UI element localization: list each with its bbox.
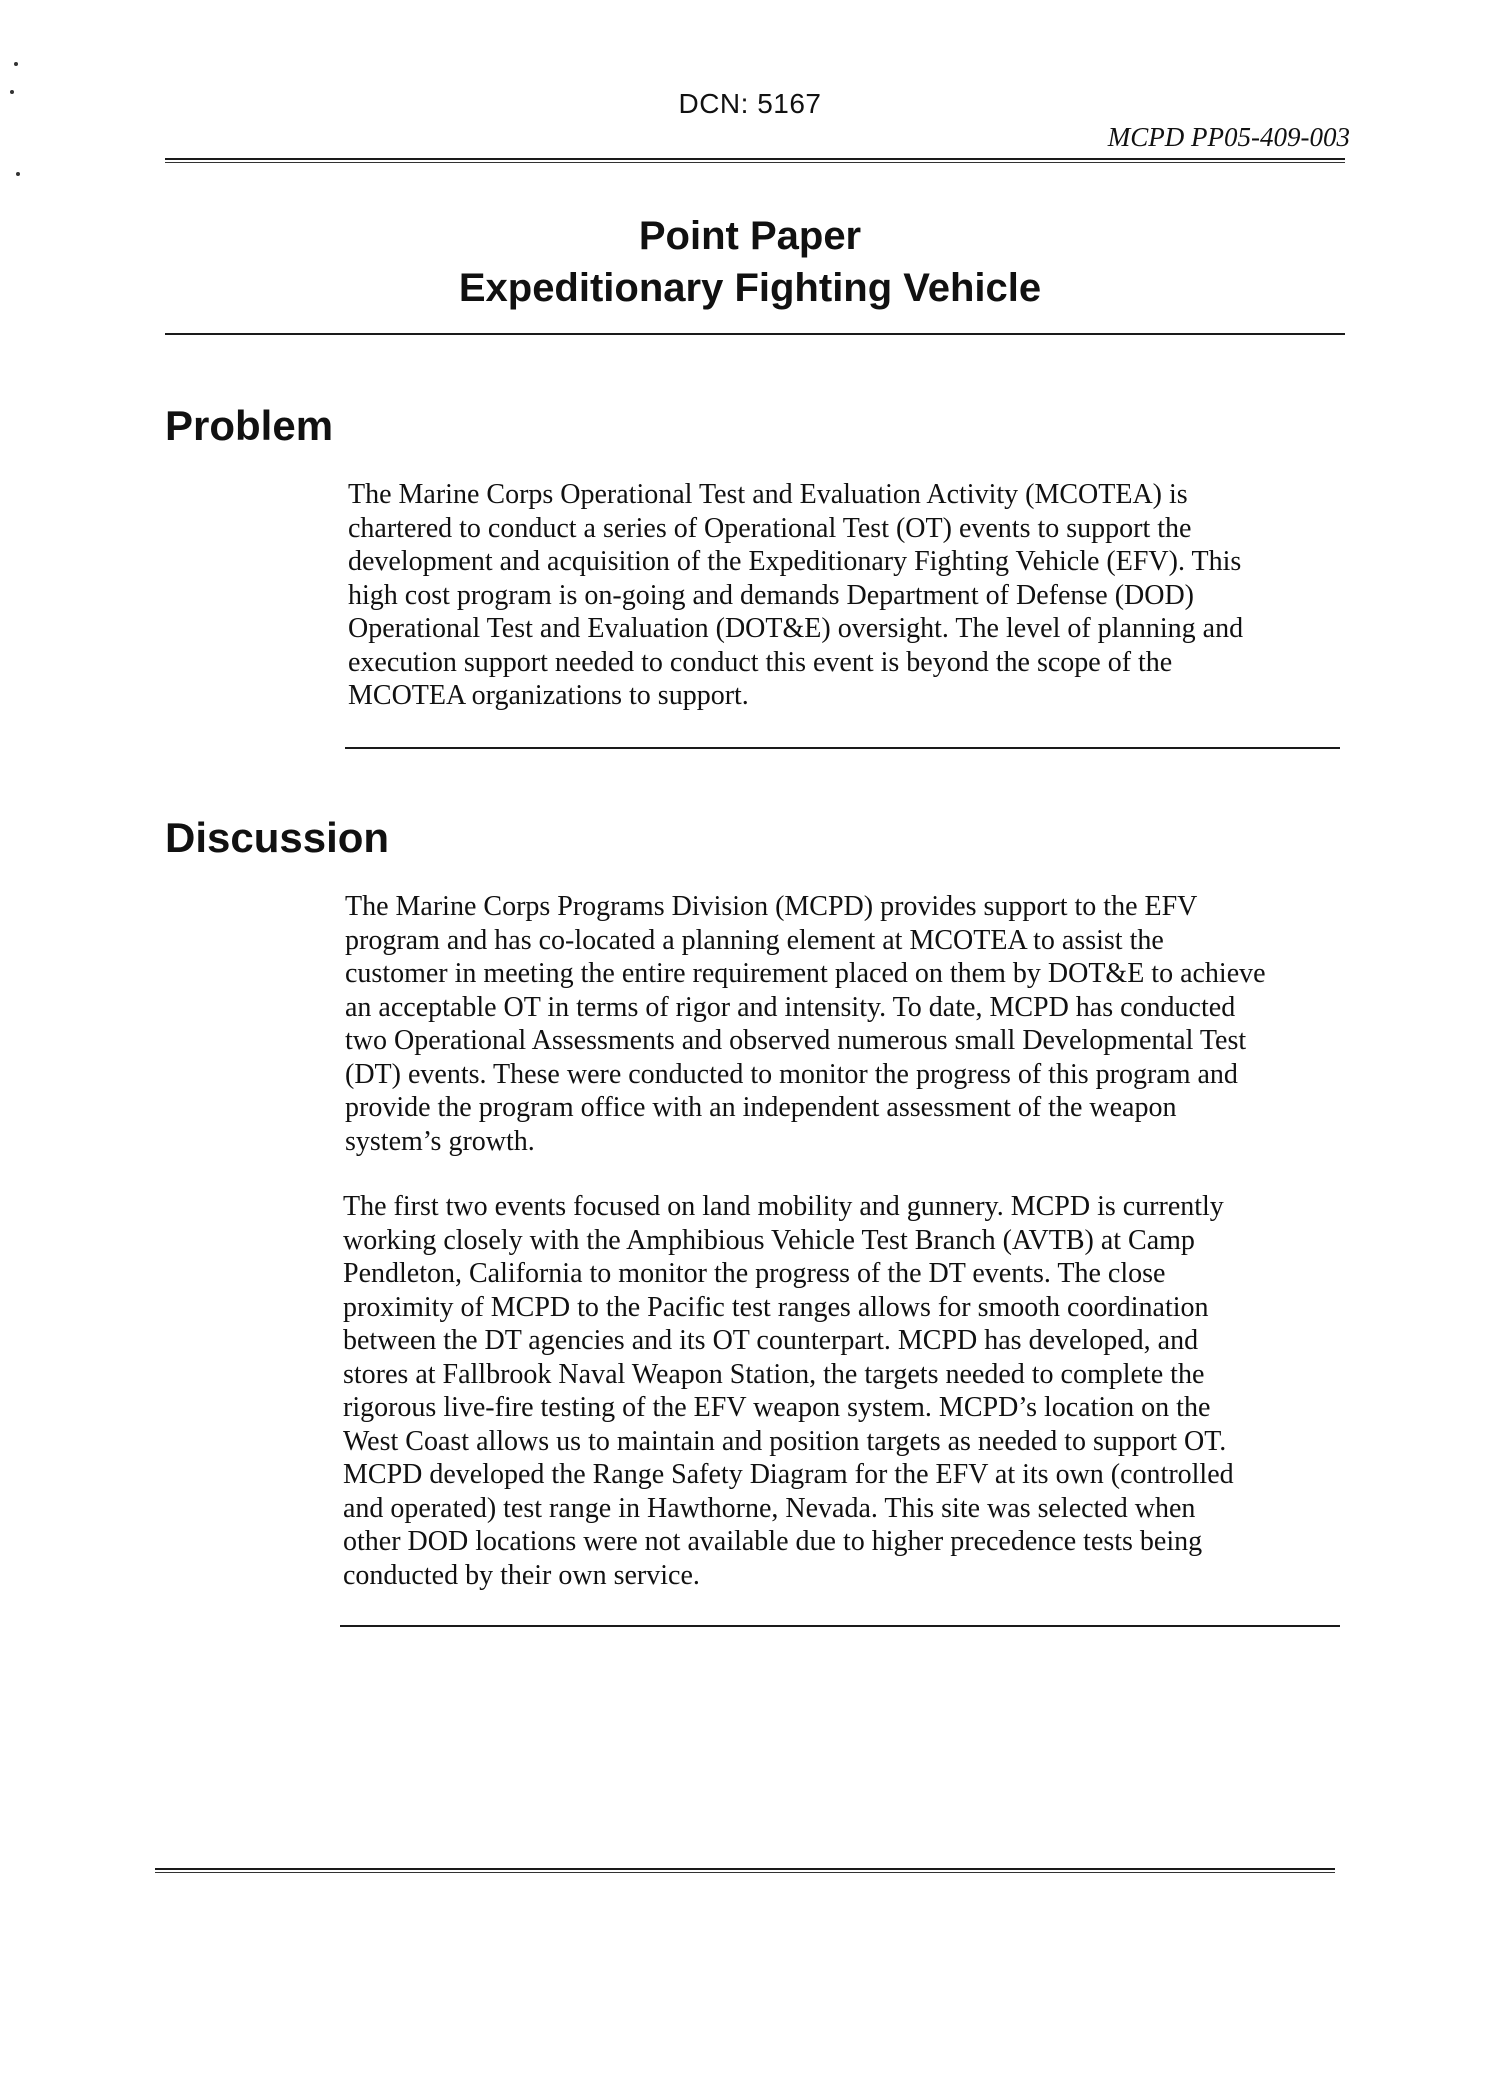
- dcn-label: DCN: 5167: [678, 88, 822, 119]
- text-line: program and has co-located a planning element at MCOTEA to assist the: [345, 924, 1164, 956]
- text-line: The first two events focused on land mobility and gunnery. MCPD is currently: [343, 1191, 1224, 1222]
- text-line: MCPD developed the Range Safety Diagram for the EFV at its own (controlled: [343, 1459, 1234, 1490]
- text-line: Pendleton, California to monitor the progress of the DT events. The close: [343, 1258, 1166, 1289]
- text-line: other DOD locations were not available due to higher precedence tests being: [343, 1526, 1203, 1557]
- text-line: an acceptable OT in terms of rigor and intensity. To date, MCPD has conducted: [345, 991, 1236, 1023]
- page-title: [0, 210, 1500, 314]
- text-line: execution support needed to conduct this event is beyond the scope of the: [348, 646, 1173, 678]
- text-line: between the DT agencies and its OT counterpart. MCPD has developed, and: [343, 1325, 1199, 1356]
- text-line: high cost program is on-going and demands Department of Defense (DOD): [348, 579, 1195, 611]
- text-line: proximity of MCPD to the Pacific test ranges allows for smooth coordination: [343, 1291, 1209, 1323]
- problem-rule: [345, 747, 1340, 749]
- header-rule: [165, 158, 1345, 160]
- text-line: conducted by their own service.: [343, 1559, 700, 1591]
- text-line: customer in meeting the entire requirement placed on them by DOT&E to achieve: [345, 958, 1266, 989]
- text-line: West Coast allows us to maintain and position targets as needed to support OT.: [343, 1425, 1227, 1457]
- text-line: (DT) events. These were conducted to monitor the progress of this program and: [345, 1058, 1238, 1090]
- document-number: MCPD PP05-409-003: [1107, 122, 1350, 152]
- discussion-heading: Discussion: [165, 814, 390, 861]
- text-line: MCOTEA organizations to support.: [348, 680, 749, 711]
- text-line: Operational Test and Evaluation (DOT&E) oversight. The level of planning and: [348, 613, 1244, 644]
- text-line: working closely with the Amphibious Vehicle Test Branch (AVTB) at Camp: [343, 1224, 1195, 1256]
- footer-rule-secondary: [155, 1872, 1335, 1873]
- text-line: and operated) test range in Hawthorne, Nevada. This site was selected when: [343, 1492, 1196, 1524]
- discussion-paragraph-1: [345, 890, 1266, 1158]
- scan-speck: [14, 62, 18, 66]
- discussion-rule: [340, 1625, 1340, 1627]
- problem-paragraph: [348, 478, 1243, 713]
- text-line: development and acquisition of the Expeditionary Fighting Vehicle (EFV). This: [348, 546, 1242, 577]
- footer-rule: [155, 1868, 1335, 1870]
- discussion-paragraph-2: [343, 1190, 1234, 1592]
- title-line-1: Point Paper: [638, 214, 862, 258]
- text-line: provide the program office with an independent assessment of the weapon: [345, 1092, 1177, 1123]
- text-line: chartered to conduct a series of Operational Test (OT) events to support the: [348, 512, 1192, 544]
- text-line: The Marine Corps Operational Test and Evaluation Activity (MCOTEA) is: [348, 479, 1188, 510]
- header-rule-secondary: [165, 162, 1345, 163]
- text-line: The Marine Corps Programs Division (MCPD) provides support to the EFV: [345, 891, 1198, 922]
- title-line-2: Expeditionary Fighting Vehicle: [458, 266, 1042, 310]
- text-line: stores at Fallbrook Naval Weapon Station, the targets needed to complete the: [343, 1358, 1205, 1390]
- text-line: system’s growth.: [345, 1125, 535, 1157]
- text-line: two Operational Assessments and observed numerous small Developmental Test: [345, 1025, 1247, 1056]
- scan-speck: [16, 172, 20, 176]
- text-line: rigorous live-fire testing of the EFV weapon system. MCPD’s location on the: [343, 1392, 1211, 1423]
- title-rule: [165, 333, 1345, 335]
- problem-heading: Problem: [165, 402, 334, 449]
